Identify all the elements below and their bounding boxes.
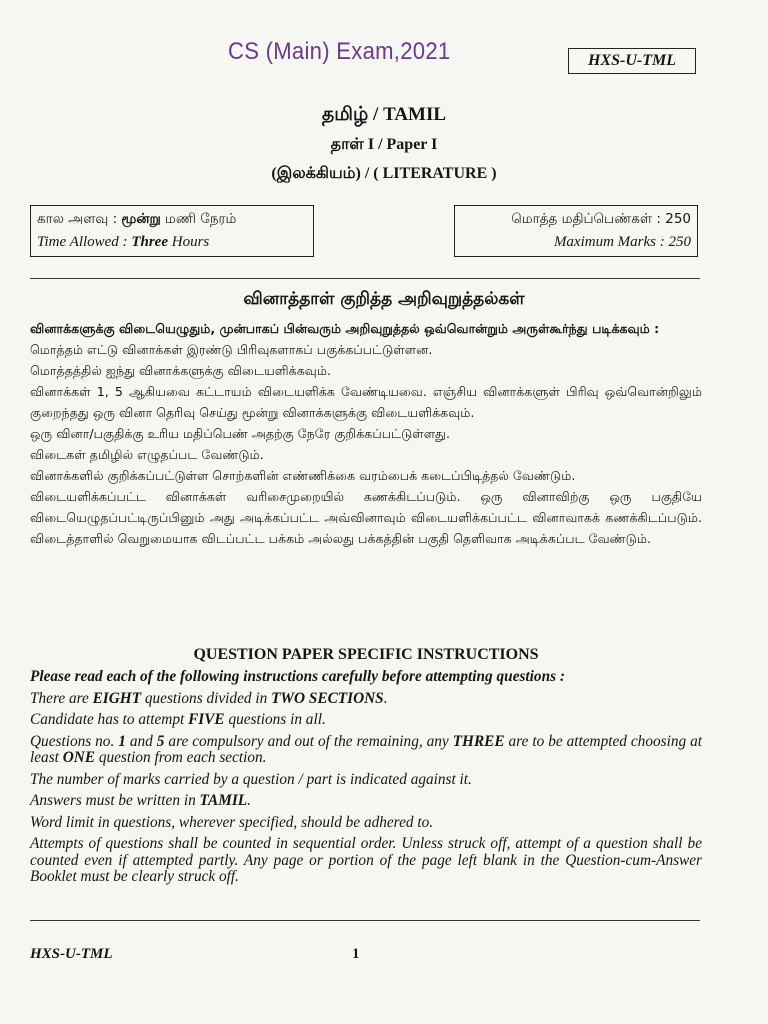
paper-code-box: HXS-U-TML (568, 48, 696, 74)
top-divider (30, 278, 700, 279)
text-span: questions in all. (224, 711, 326, 728)
text-span: questions divided in (141, 689, 272, 707)
english-item-2 (30, 712, 702, 729)
emphasis: EIGHT (92, 689, 142, 707)
tamil-item: ஒரு வினா/பகுதிக்கு உரிய மதிப்பெண் அதற்கு நேரே குறிக்கப்பட்டுள்ளது. (30, 426, 450, 441)
text-span: and (125, 732, 157, 750)
text-span: Answers must be written in (30, 792, 200, 809)
text-span: There are (30, 689, 93, 707)
exam-stamp: CS (Main) Exam,2021 (228, 38, 451, 65)
english-item-5 (30, 793, 702, 810)
time-english-suffix: Hours (167, 234, 210, 250)
text-span: are to be attempted choosing at least (30, 732, 702, 766)
max-marks-box (454, 205, 698, 257)
tamil-item: மொத்தம் எட்டு வினாக்கள் இரண்டு பிரிவுகளாகப் பகுக்கப்பட்டுள்ளன. (30, 342, 433, 357)
paper-title: தாள் I / Paper I (330, 136, 438, 153)
text-span: question from each section. (95, 749, 267, 766)
time-english-line (37, 231, 307, 254)
tamil-lead: வினாக்களுக்கு விடையெழுதும், முன்பாகப் பின்வரும் அறிவுறுத்தல் ஒவ்வொன்றும் அருள்கூர்ந்து படிக்கவும் : (30, 321, 660, 336)
tamil-instructions (30, 318, 702, 549)
emphasis: TAMIL (199, 792, 248, 809)
emphasis: FIVE (188, 711, 225, 728)
tamil-item: மொத்தத்தில் ஐந்து வினாக்களுக்கு விடையளிக்கவும். (30, 363, 331, 378)
emphasis: 1 (118, 732, 126, 750)
subject-title: தமிழ் / TAMIL (321, 104, 447, 125)
tamil-item: விடையளிக்கப்பட்ட வினாக்கள் வரிசைமுறையில் கணக்கிடப்படும். ஒரு வினாவிற்கு ஒரு பகுதியே விடையெழுதப்பட்டிருப்பினும் அது அடிக்கப்பட்ட அவ்வினாவும் விடையளிக்கப்பட்ட வினாவாகக் கணக்கிடப்படும். விடைத்தாளில் வெறுமையாக விடப்பட்ட பக்கம் அல்லது பக்கத்தின் பகுதி தெளிவாக அடிக்கப்பட வேண்டும். (30, 489, 702, 546)
emphasis: ONE (62, 749, 96, 766)
time-tamil-value: மூன்று (121, 211, 161, 227)
time-tamil-suffix: மணி நேரம் (160, 211, 237, 227)
english-item-7: Attempts of questions shall be counted in sequential order. Unless struck off, attempt of a question shall be counted even if attempted partly. Any page or portion of the page left blank in the Question-cum-Answer Booklet must be clearly struck off. (30, 835, 702, 885)
time-english-value: Three (131, 234, 168, 250)
marks-tamil-line: மொத்த மதிப்பெண்கள் : 250 (511, 211, 691, 227)
time-tamil-line (37, 208, 307, 231)
tamil-item: விடைகள் தமிழில் எழுதப்பட வேண்டும். (30, 447, 264, 462)
time-english-label: Time Allowed : (37, 234, 132, 250)
english-instructions (30, 669, 702, 891)
english-instructions-heading: QUESTION PAPER SPECIFIC INSTRUCTIONS (193, 646, 539, 663)
english-item-4: The number of marks carried by a question / part is indicated against it. (30, 770, 472, 788)
english-item-6: Word limit in questions, wherever specified, should be adhered to. (30, 813, 434, 831)
bottom-divider (30, 920, 700, 921)
text-span: Questions no. (30, 732, 119, 750)
text-span: Candidate has to attempt (30, 711, 189, 728)
emphasis: TWO SECTIONS (271, 689, 384, 707)
tamil-instructions-heading: வினாத்தாள் குறித்த அறிவுறுத்தல்கள் (243, 289, 525, 309)
english-lead: Please read each of the following instructions carefully before attempting questions : (30, 668, 565, 685)
footer-paper-code: HXS-U-TML (30, 946, 113, 962)
page-number: 1 (352, 946, 360, 962)
marks-english-line: Maximum Marks : 250 (553, 234, 691, 250)
tamil-item: வினாக்கள் 1, 5 ஆகியவை கட்டாயம் விடையளிக்க வேண்டியவை. எஞ்சிய வினாக்களுள் பிரிவு ஒவ்வொன்றிலும் குறைந்தது ஒரு வினா தெரிவு செய்து மூன்று வினாக்களுக்கு விடையளிக்கவும். (30, 384, 702, 420)
english-item-1 (30, 691, 702, 708)
text-span: are compulsory and out of the remaining, any (164, 732, 453, 750)
text-span: . (383, 689, 388, 707)
tamil-item: வினாக்களில் குறிக்கப்பட்டுள்ள சொற்களின் எண்ணிக்கை வரம்பைக் கடைப்பிடித்தல் வேண்டும். (30, 468, 576, 483)
time-allowed-box (30, 205, 314, 257)
section-title: (இலக்கியம்) / ( LITERATURE ) (271, 165, 497, 182)
text-span: . (247, 792, 251, 809)
emphasis: 5 (156, 732, 165, 750)
english-item-3 (30, 734, 702, 767)
emphasis: THREE (452, 732, 505, 750)
time-tamil-label: கால அளவு : (37, 211, 122, 227)
